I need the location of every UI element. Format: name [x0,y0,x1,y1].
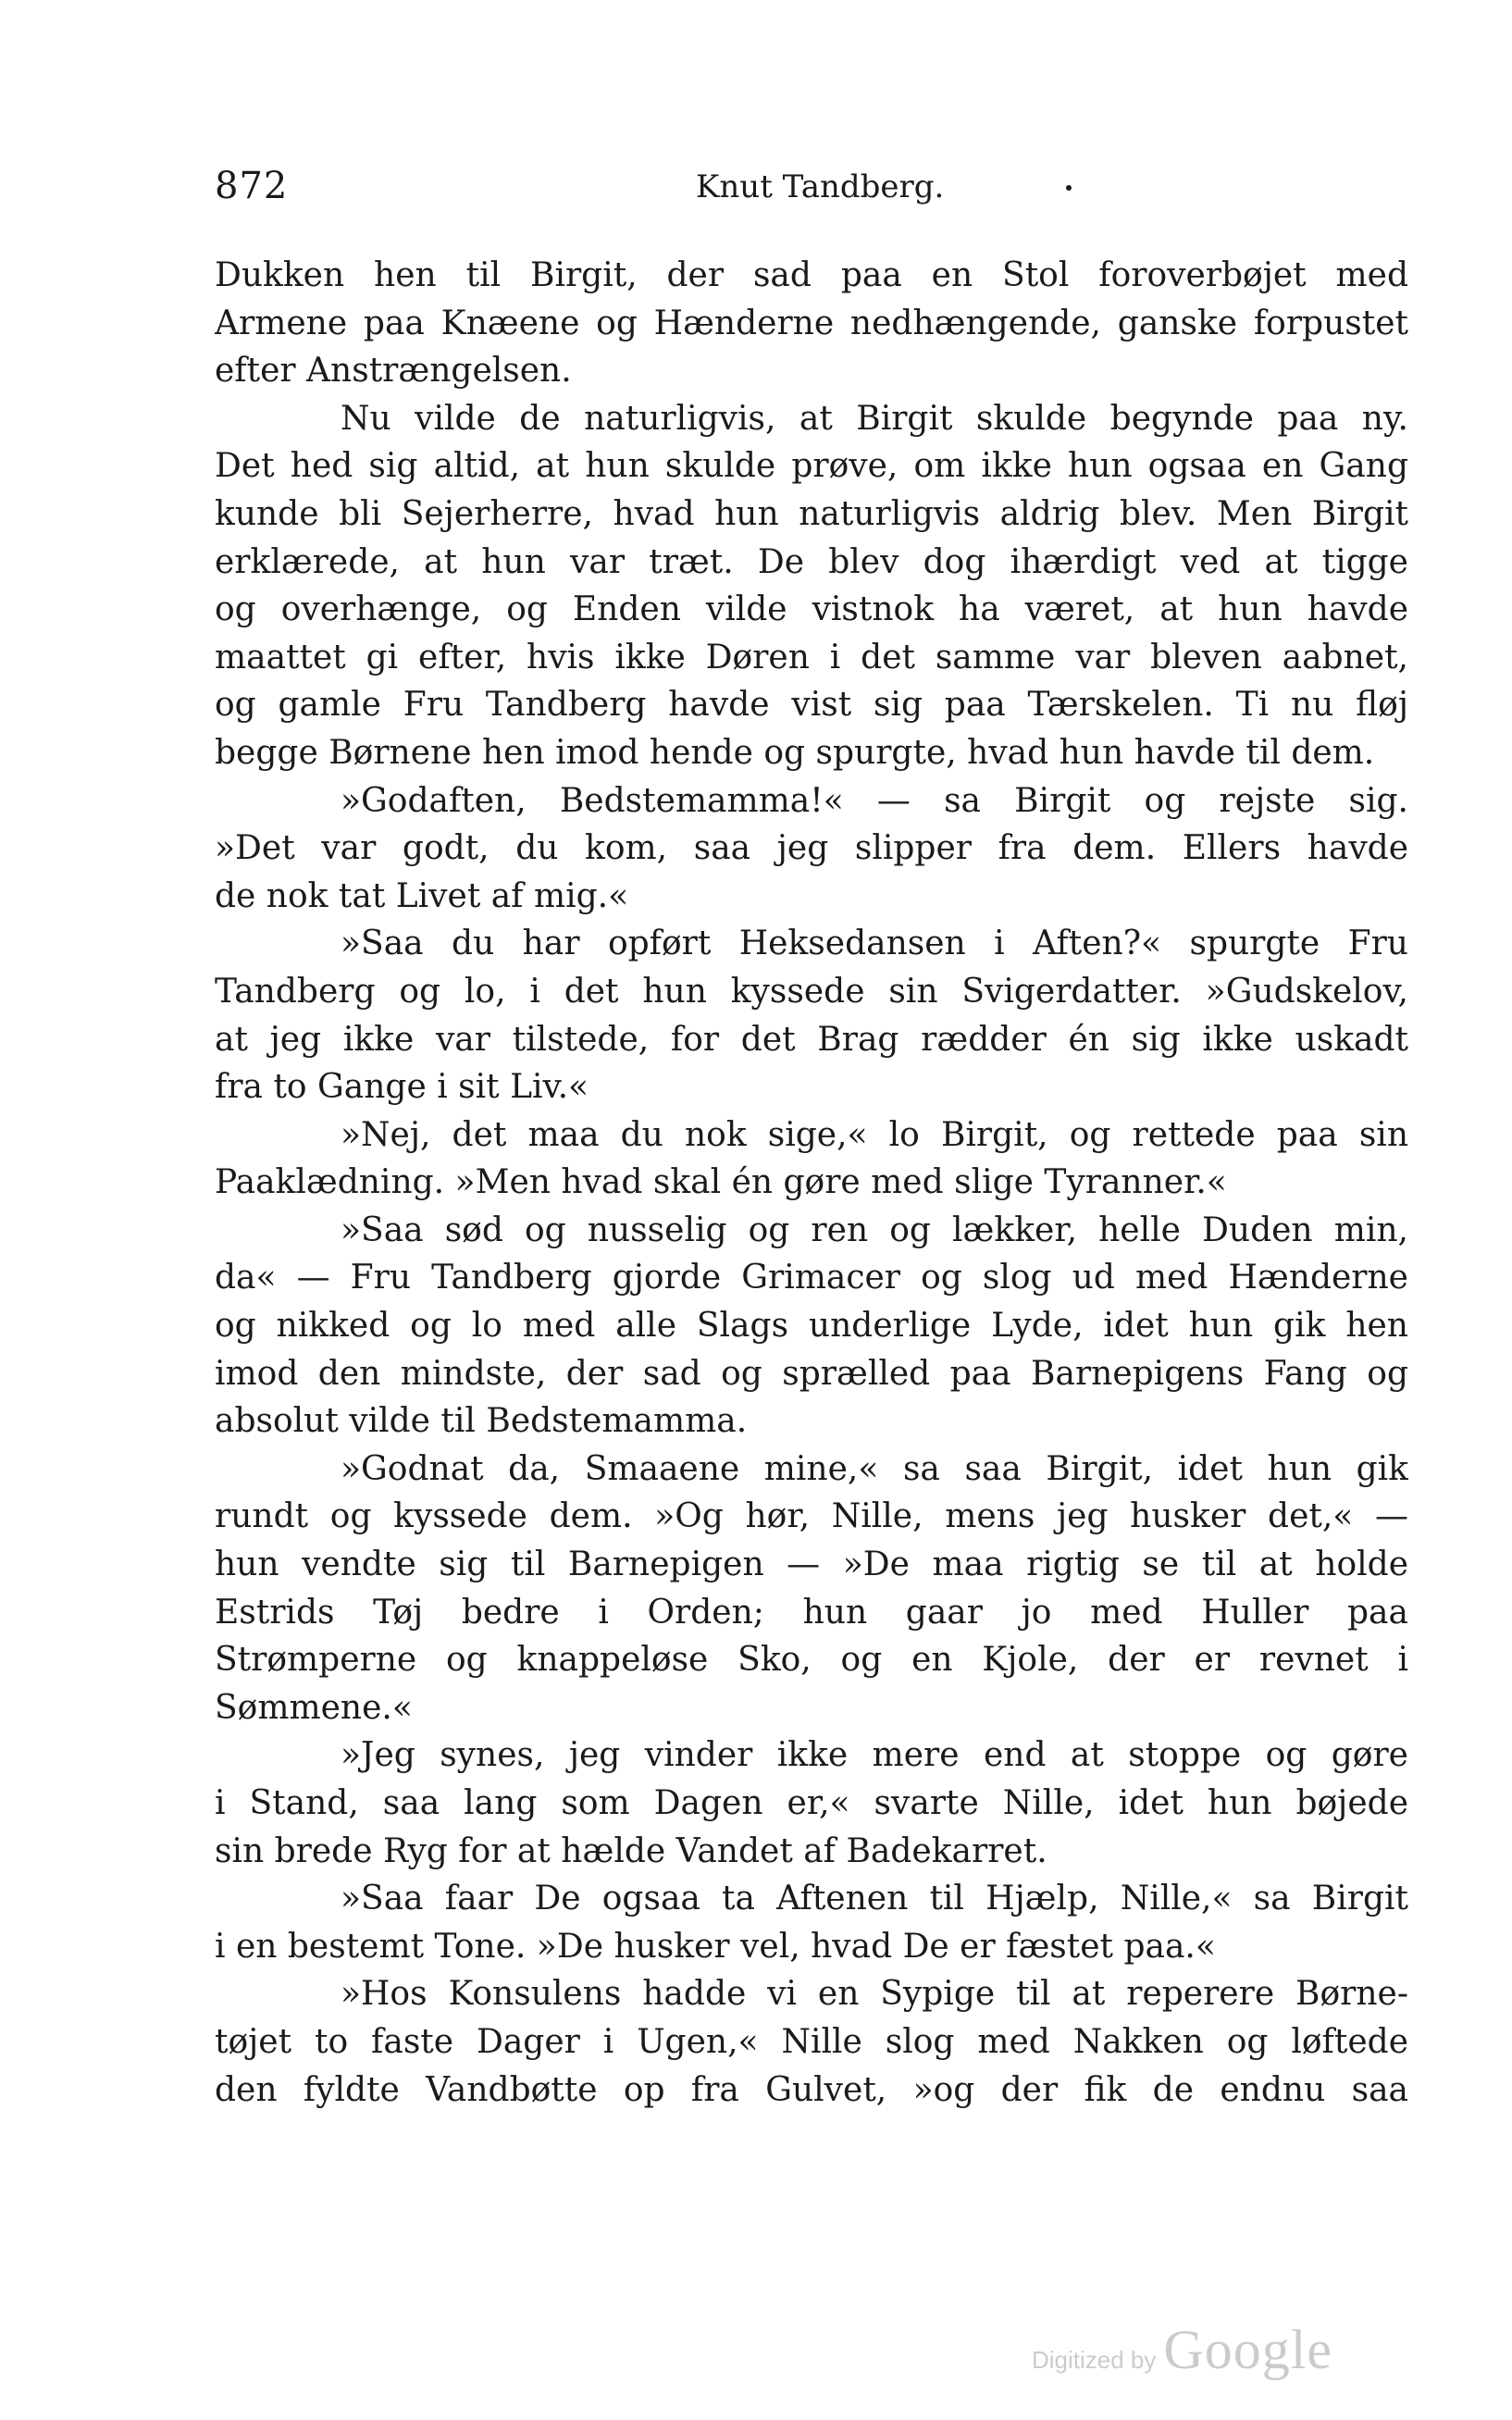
text-line: og gamle Fru Tandberg havde vist sig paa Tærskelen. Ti nu fløj [215,686,1408,725]
text-line: absolut vilde til Bedstemamma. [215,1402,748,1441]
text-line: Sømmene.« [215,1688,413,1727]
text-line: maattet gi efter, hvis ikke Døren i det samme var bleven aabnet, [215,638,1408,676]
text-line: rundt og kyssede dem. »Og hør, Nille, mens jeg husker det,« — [215,1497,1408,1536]
page-number: 872 [215,165,289,207]
text-line: »Godnat da, Smaaene mine,« sa saa Birgit, idet hun gik [341,1449,1408,1488]
text-line: »Godaften, Bedstemamma!« — sa Birgit og rejste sig. [341,781,1408,820]
digitized-watermark [1032,2318,1333,2380]
text-line: Tandberg og lo, i det hun kyssede sin Svigerdatter. »Gudskelov, [215,972,1408,1011]
running-head: Knut Tandberg. [696,168,945,205]
text-line: »Saa sød og nusselig og ren og lækker, helle Duden min, [341,1210,1408,1249]
text-line: den fyldte Vandbøtte op fra Gulvet, »og der fik de endnu saa [215,2070,1408,2109]
text-line: Det hed sig altid, at hun skulde prøve, om ikke hun ogsaa en Gang [215,447,1408,486]
text-line: de nok tat Livet af mig.« [215,876,629,915]
text-line: »Saa faar De ogsaa ta Aftenen til Hjælp, Nille,« sa Birgit [341,1880,1408,1918]
text-line: Dukken hen til Birgit, der sad paa en Stol foroverbøjet med [215,256,1408,294]
body-text [215,252,1408,2114]
text-line: tøjet to faste Dager i Ugen,« Nille slog med Nakken og løftede [215,2022,1408,2061]
text-line: »Det var godt, du kom, saa jeg slipper fra dem. Ellers havde [215,829,1408,868]
text-line: i Stand, saa lang som Dagen er,« svarte Nille, idet hun bøjede [215,1784,1408,1822]
text-line: efter Anstrængelsen. [215,352,572,391]
text-line: erklærede, at hun var træt. De blev dog ihærdigt ved at tigge [215,542,1408,581]
text-line: »Saa du har opført Heksedansen i Aften?« spurgte Fru [341,925,1408,963]
text-line: Strømperne og knappeløse Sko, og en Kjole, der er revnet i [215,1641,1408,1680]
page-header [215,165,1408,220]
text-line: hun vendte sig til Barnepigen — »De maa rigtig se til at holde [215,1545,1408,1584]
text-line: sin brede Ryg for at hælde Vandet af Badekarret. [215,1831,1047,1870]
text-line: »Jeg synes, jeg vinder ikke mere end at stoppe og gøre [341,1736,1408,1775]
text-line: fra to Gange i sit Liv.« [215,1068,589,1107]
text-line: og nikked og lo med alle Slags underlige Lyde, idet hun gik hen [215,1307,1408,1346]
text-line: at jeg ikke var tilstede, for det Brag rædder én sig ikke uskadt [215,1020,1408,1059]
text-line: Armene paa Knæene og Hænderne nedhængende, ganske forpustet [215,304,1408,342]
text-line: kunde bli Sejerherre, hvad hun naturligvis aldrig blev. Men Birgit [215,494,1408,533]
text-line: imod den mindste, der sad og sprælled paa Barnepigens Fang og [215,1354,1408,1393]
text-line: Estrids Tøj bedre i Orden; hun gaar jo med Huller paa [215,1593,1408,1632]
text-line: Paaklædning. »Men hvad skal én gøre med slige Tyranner.« [215,1163,1227,1202]
watermark-prefix: Digitized by [1032,2346,1157,2374]
text-line: begge Børnene hen imod hende og spurgte, hvad hun havde til dem. [215,733,1375,772]
text-line: »Nej, det maa du nok sige,« lo Birgit, og rettede paa sin [341,1115,1408,1154]
text-line: og overhænge, og Enden vilde vistnok ha været, at hun havde [215,590,1408,629]
google-logo: Google [1163,2319,1333,2380]
text-line: i en bestemt Tone. »De husker vel, hvad De er fæstet paa.« [215,1927,1216,1966]
text-line: Nu vilde de naturligvis, at Birgit skulde begynde paa ny. [341,399,1408,438]
text-line: »Hos Konsulens hadde vi en Sypige til at reperere Børne- [341,1975,1408,2014]
header-dot [1066,185,1072,191]
text-line: da« — Fru Tandberg gjorde Grimacer og slog ud med Hænderne [215,1259,1408,1297]
